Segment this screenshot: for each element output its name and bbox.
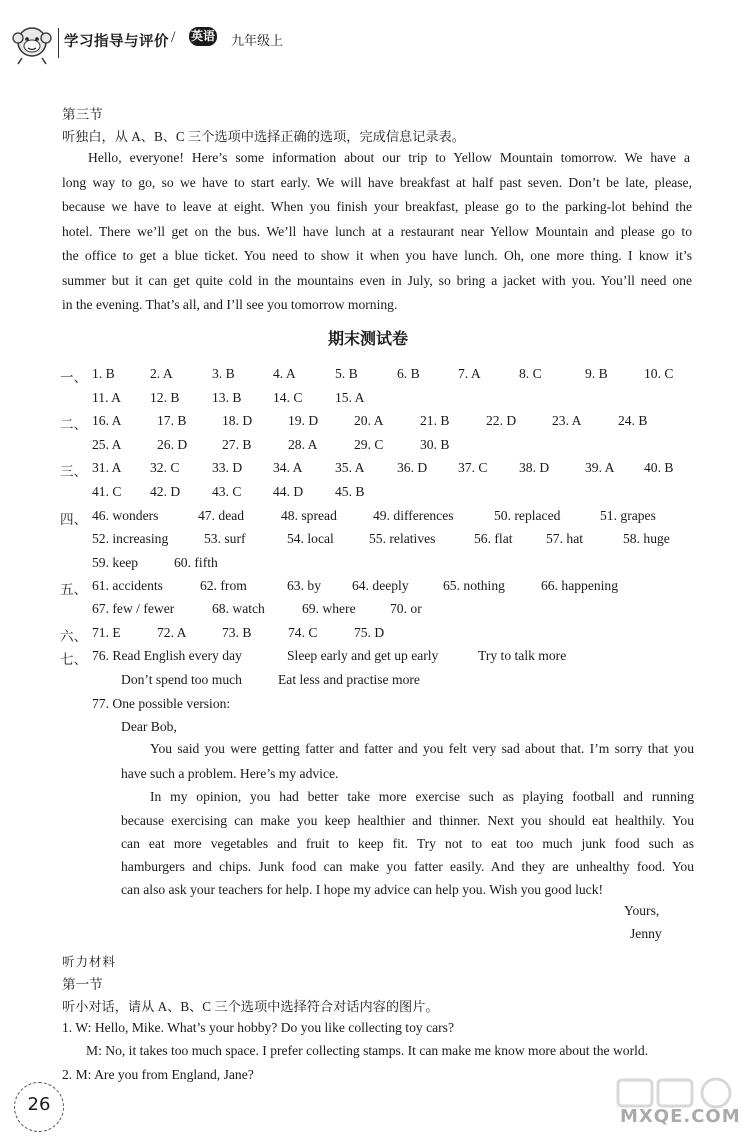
answer-item: 15. A — [335, 390, 365, 405]
answer-item: 41. C — [92, 484, 122, 499]
answer-item: 74. C — [288, 625, 318, 640]
answer-item: 49. differences — [373, 508, 454, 523]
answer-item: 63. by — [287, 578, 321, 593]
answer-item: 50. replaced — [494, 508, 561, 523]
grade-label: 九年级上 — [231, 34, 284, 49]
answer-item: 29. C — [354, 437, 384, 452]
answer-item: 18. D — [222, 413, 253, 428]
listening-heading: 听力材料 — [62, 955, 117, 969]
answer-item: 66. happening — [541, 578, 619, 593]
answer-item: 10. C — [644, 366, 674, 381]
answer-item: 28. A — [288, 437, 318, 452]
answer-item: 53. surf — [204, 531, 246, 546]
essay-intro: 77. One possible version: — [92, 696, 231, 711]
answer-item: 44. D — [273, 484, 304, 499]
exam-title: 期末测试卷 — [328, 329, 409, 348]
answer-item: 35. A — [335, 460, 365, 475]
answer-item: 7. A — [458, 366, 481, 381]
passage-line: Hello, everyone! Here’s some information about our trip to Yellow Mountain tomorrow. We have a — [88, 150, 690, 165]
monkey-mascot-icon — [8, 18, 56, 66]
answer-item: 51. grapes — [600, 508, 656, 523]
answer-item: 67. few / fewer — [92, 601, 175, 616]
answer-item: 64. deeply — [352, 578, 409, 593]
answer-item: 68. watch — [212, 601, 265, 616]
answer-item: 40. B — [644, 460, 674, 475]
passage-line: long way to go, so we have to start early. We will have breakfast at half past seven. Don’t be late, please, — [62, 175, 692, 190]
answer-item: 55. relatives — [369, 531, 436, 546]
passage-line: the office to get a blue ticket. You need to show it when you have lunch. Oh, one more thing. I know it’s — [62, 248, 692, 263]
answer-item: 2. A — [150, 366, 173, 381]
answer-item: 69. where — [302, 601, 356, 616]
transcript-line: 1. W: Hello, Mike. What’s your hobby? Do you like collecting toy cars? — [62, 1020, 454, 1035]
subject-badge: 英语 — [189, 27, 217, 46]
part-label: 五、 — [60, 582, 88, 597]
listening-instruction: 听小对话，请从 A、B、C 三个选项中选择符合对话内容的图片。 — [62, 999, 439, 1014]
answer-item: 34. A — [273, 460, 303, 475]
answer-item: 8. C — [519, 366, 542, 381]
answer-item: 30. B — [420, 437, 450, 452]
answer-item: 72. A — [157, 625, 187, 640]
answer-item: 13. B — [212, 390, 242, 405]
answer-item: 1. B — [92, 366, 115, 381]
essay-line: You said you were getting fatter and fatter and you felt very sad about that. I’m sorry that you — [150, 741, 694, 756]
answer-item: 9. B — [585, 366, 608, 381]
answer-item: 5. B — [335, 366, 358, 381]
answer-item: 42. D — [150, 484, 181, 499]
essay-line: In my opinion, you had better take more exercise such as playing football and running — [150, 789, 694, 804]
answer-item: Try to talk more — [478, 648, 567, 663]
answer-item: 54. local — [287, 531, 334, 546]
answer-item: 71. E — [92, 625, 121, 640]
answer-item: 24. B — [618, 413, 648, 428]
answer-item: 61. accidents — [92, 578, 163, 593]
answer-item: 23. A — [552, 413, 582, 428]
answer-item: 65. nothing — [443, 578, 505, 593]
listening-section1: 第一节 — [62, 977, 103, 992]
section3-instruction: 听独白，从 A、B、C 三个选项中选择正确的选项，完成信息记录表。 — [62, 129, 465, 144]
passage-line: summer but it can get quite cold in the mountains even in July, so bring a jacket with you. You’ll need one — [62, 273, 692, 288]
essay-closing: Yours, — [624, 903, 660, 918]
answer-item: 60. fifth — [174, 555, 218, 570]
answer-item: 56. flat — [474, 531, 513, 546]
essay-line: have such a problem. Here’s my advice. — [121, 766, 339, 781]
page-number: 26 — [27, 1094, 51, 1115]
answer-item: 57. hat — [546, 531, 583, 546]
answer-item: 26. D — [157, 437, 188, 452]
answer-item: Eat less and practise more — [278, 672, 420, 687]
answer-item: Don’t spend too much — [121, 672, 242, 687]
answer-item: 75. D — [354, 625, 385, 640]
answer-item: 70. or — [390, 601, 422, 616]
answer-item: 11. A — [92, 390, 121, 405]
answer-item: 3. B — [212, 366, 235, 381]
answer-item: 20. A — [354, 413, 384, 428]
passage-line: in the evening. That’s all, and I’ll see you tomorrow morning. — [62, 297, 398, 312]
answer-item: 14. C — [273, 390, 303, 405]
essay-line: can eat more vegetables and fruit to keep fit. Try not to eat too much junk food such as — [121, 836, 694, 851]
part-label: 一、 — [60, 370, 88, 385]
answer-item: 16. A — [92, 413, 122, 428]
part-label: 四、 — [60, 512, 88, 527]
page-number-badge — [14, 1082, 64, 1132]
answer-item: 22. D — [486, 413, 517, 428]
answer-item: 46. wonders — [92, 508, 159, 523]
essay-line: can also ask your teachers for help. I hope my advice can help you. Wish you good luck! — [121, 882, 604, 897]
answer-item: 73. B — [222, 625, 252, 640]
part-label: 六、 — [60, 629, 88, 644]
answer-item: 17. B — [157, 413, 187, 428]
answer-item: 33. D — [212, 460, 243, 475]
passage-line: hotel. There we’ll get on the bus. We’ll have lunch at a restaurant near Yellow Mountain and please go to — [62, 224, 692, 239]
answer-item: 39. A — [585, 460, 615, 475]
answer-item: 12. B — [150, 390, 180, 405]
header-divider — [58, 28, 59, 58]
answer-item: 37. C — [458, 460, 488, 475]
essay-salutation: Dear Bob, — [121, 719, 177, 734]
answer-item: 19. D — [288, 413, 319, 428]
answer-item: 45. B — [335, 484, 365, 499]
answer-item: 25. A — [92, 437, 122, 452]
essay-signature: Jenny — [630, 926, 662, 941]
page-header — [0, 0, 750, 70]
answer-item: 4. A — [273, 366, 296, 381]
answer-item: 62. from — [200, 578, 247, 593]
part-label: 二、 — [60, 417, 88, 432]
answer-item: 27. B — [222, 437, 252, 452]
answer-item: 36. D — [397, 460, 428, 475]
answer-item: 38. D — [519, 460, 550, 475]
answer-item: 52. increasing — [92, 531, 169, 546]
essay-line: because exercising can make you keep healthier and thinner. Next you should eat healthily. You — [121, 813, 694, 828]
answer-item: Sleep early and get up early — [287, 648, 439, 663]
answer-item: 76. Read English every day — [92, 648, 242, 663]
answer-item: 58. huge — [623, 531, 670, 546]
part-label: 三、 — [60, 464, 88, 479]
answer-item: 32. C — [150, 460, 180, 475]
watermark-text: MXQE.COM — [620, 1106, 741, 1127]
passage-line: because we have to leave at eight. When you finish your breakfast, please go to the parking-lot behind the — [62, 199, 692, 214]
answer-item: 21. B — [420, 413, 450, 428]
transcript-line: 2. M: Are you from England, Jane? — [62, 1067, 254, 1082]
transcript-line: M: No, it takes too much space. I prefer collecting stamps. It can make me know more about the world. — [86, 1043, 649, 1058]
answer-item: 31. A — [92, 460, 122, 475]
essay-line: hamburgers and chips. Junk food can make you fatter easily. And they are unhealthy food. You — [121, 859, 694, 874]
answer-item: 6. B — [397, 366, 420, 381]
answer-item: 48. spread — [281, 508, 337, 523]
answer-item: 47. dead — [198, 508, 245, 523]
section3-heading: 第三节 — [62, 107, 103, 122]
series-title: 学习指导与评价 — [64, 34, 169, 50]
answer-item: 59. keep — [92, 555, 139, 570]
header-slash: / — [171, 29, 176, 46]
part-label: 七、 — [60, 652, 88, 667]
answer-item: 43. C — [212, 484, 242, 499]
